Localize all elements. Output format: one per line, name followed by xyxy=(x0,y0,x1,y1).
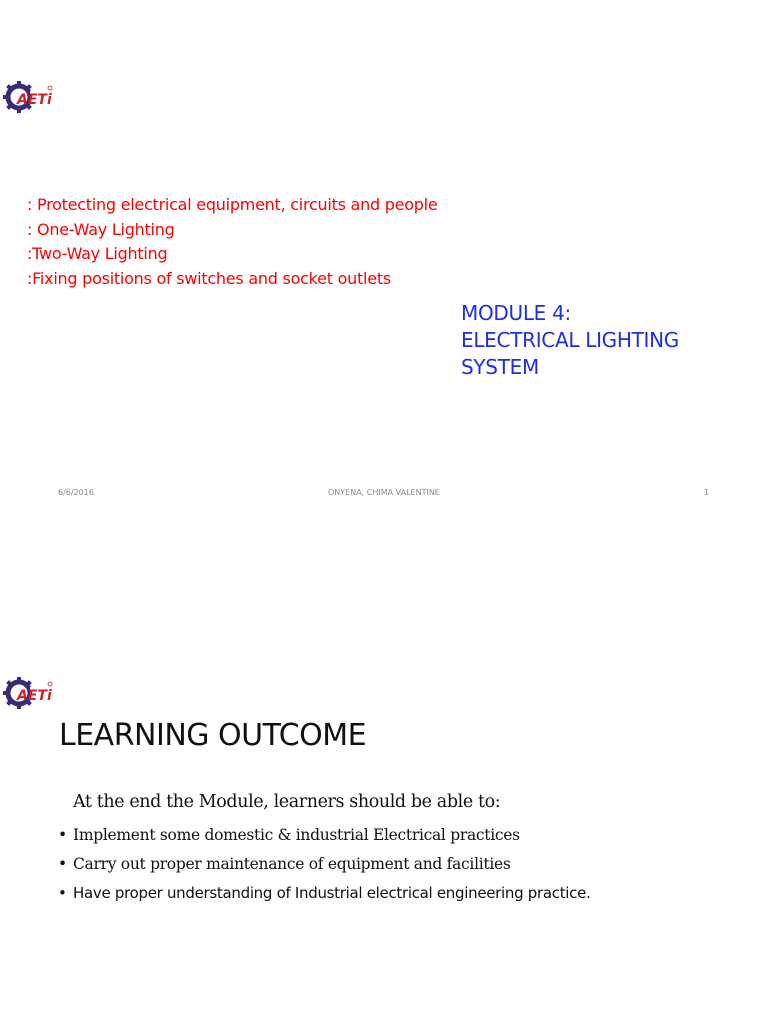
outcome-item xyxy=(58,879,591,908)
aeti-logo xyxy=(2,675,56,711)
outcome-text: Have proper understanding of Industrial electrical engineering practice. xyxy=(73,884,591,902)
outcome-list xyxy=(58,821,591,908)
slide-title: LEARNING OUTCOME xyxy=(59,718,367,753)
module-title xyxy=(461,300,679,381)
slide-2 xyxy=(0,512,768,1024)
module-title-line: MODULE 4: xyxy=(461,301,571,325)
footer-author: ONYENA, CHIMA VALENTINE xyxy=(328,488,440,497)
topic-item: :Two-Way Lighting xyxy=(27,244,168,263)
outcome-text: Implement some domestic & industrial Electrical practices xyxy=(73,826,520,844)
topic-list xyxy=(27,193,437,291)
aeti-logo xyxy=(2,79,56,115)
intro-heading: At the end the Module, learners should be able to: xyxy=(73,792,501,812)
topic-item: : Protecting electrical equipment, circuits and people xyxy=(27,195,438,214)
logo-text: AETi xyxy=(17,688,52,704)
logo-text: AETi xyxy=(17,92,52,108)
bullet-icon: • xyxy=(58,884,67,902)
topic-item: :Fixing positions of switches and socket outlets xyxy=(27,268,391,288)
outcome-item xyxy=(58,850,591,879)
outcome-text: Carry out proper maintenance of equipment and facilities xyxy=(73,855,511,873)
module-title-line: SYSTEM xyxy=(461,355,539,379)
topic-item: : One-Way Lighting xyxy=(27,219,175,239)
bullet-icon: • xyxy=(58,826,67,844)
footer-page-number: 1 xyxy=(704,488,710,497)
outcome-item xyxy=(58,821,591,850)
module-title-line: ELECTRICAL LIGHTING xyxy=(461,328,679,352)
bullet-icon: • xyxy=(58,855,67,873)
footer-date: 6/6/2016 xyxy=(58,488,94,497)
